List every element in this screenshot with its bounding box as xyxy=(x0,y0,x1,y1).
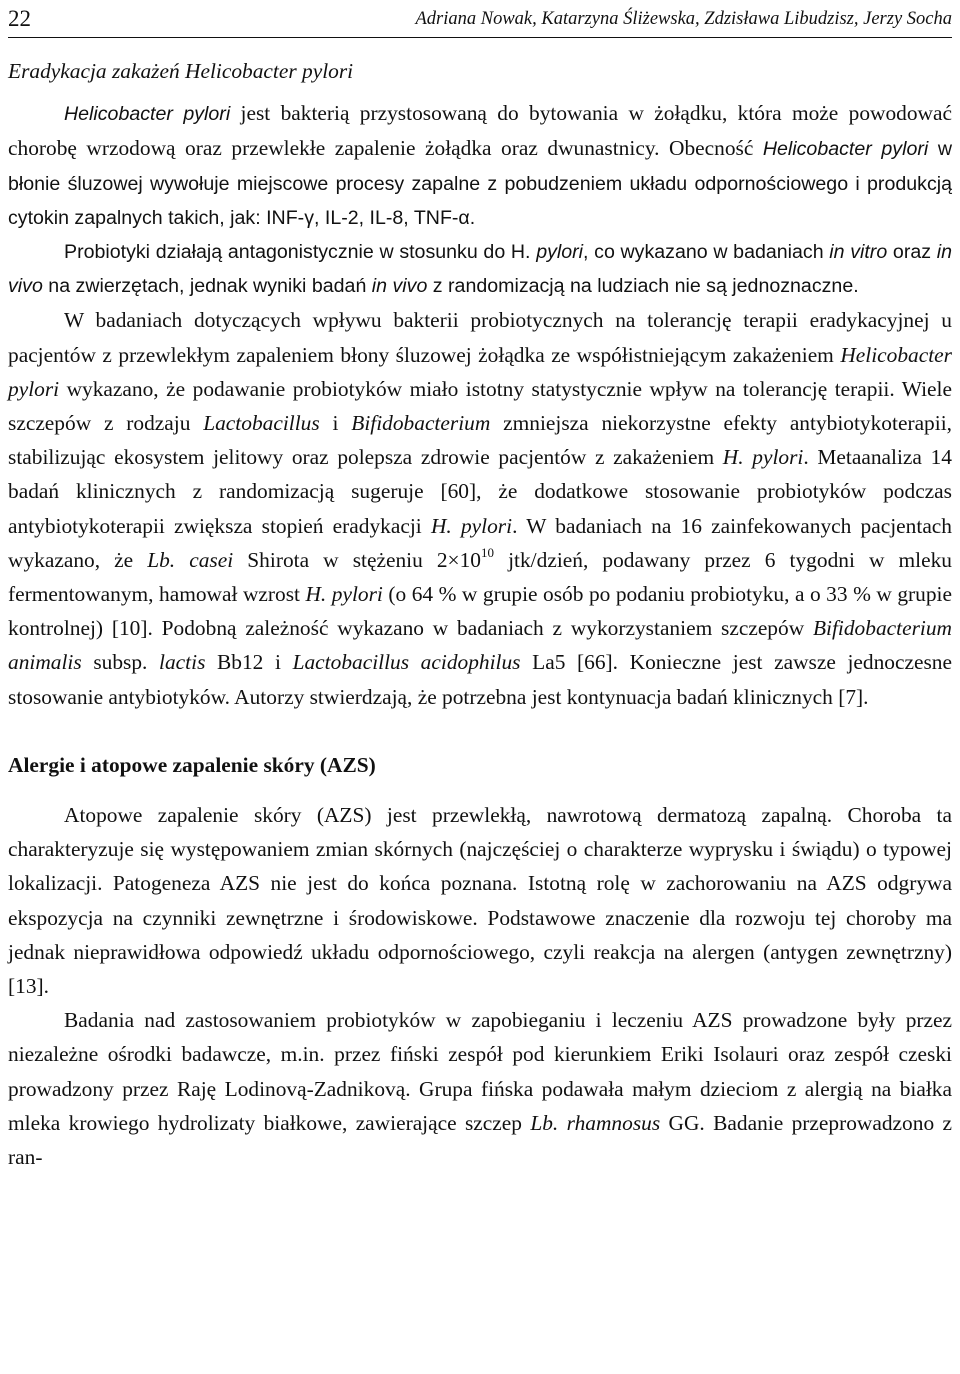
italic-term: Lactobacillus xyxy=(203,411,320,436)
running-head-authors: Adriana Nowak, Katarzyna Śliżewska, Zdzisława Libudzisz, Jerzy Socha xyxy=(415,8,952,29)
paragraph-probiotic-trials: Badania nad zastosowaniem probiotyków w zapobieganiu i leczeniu AZS prowadzone były przez niezależne ośrodki badawcze, m.in. przez fiński zespół pod kierunkiem Eriki Isolauri oraz zespół czeski prowadzony przez Raję Lodinovą-Zadnikovą. Grupa fińska podawała małym dzieciom z alergią na białka mleka krowiego hydrolizaty białkowe, zawierające szczep Lb. rhamnosus GG. Badanie przeprowadzono z ran- xyxy=(8,1008,952,1170)
page-body xyxy=(8,54,952,1174)
page-number: 22 xyxy=(8,6,31,31)
paragraph-probiotics-antagonism: Probiotyki działają antagonistycznie w stosunku do H. pylori, co wykazano w badaniach in vitro oraz in vivo na zwierzętach, jednak wyniki badań in vivo z randomizacją na ludziach nie są jednoznaczne. xyxy=(8,241,952,298)
italic-term: H. pylori xyxy=(722,445,804,470)
italic-term: Bifidobacterium xyxy=(351,411,491,436)
italic-term: Helicobacter pylori xyxy=(762,138,929,161)
italic-term: H. pylori xyxy=(430,513,513,538)
italic-term: Lactobacillus acidophilus xyxy=(292,650,521,675)
section-heading-helicobacter: Eradykacja zakażeń Helicobacter pylori xyxy=(8,59,354,83)
paragraph-eradication-studies: W badaniach dotyczących wpływu bakterii probiotycznych na tolerancję terapii eradykacyjnej u pacjentów z przewlekłym zapaleniem błony śluzowej żołądka ze współistniejącym zakażeniem Helicobacter pylori wykazano, że podawanie probiotyków miało istotny statystycznie wpływ na tolerancję terapii. Wiele szczepów z rodzaju Lactobacillus i Bifidobacterium zmniejsza niekorzystne efekty antybiotykoterapii, stabilizując ekosystem jelitowy oraz polepsza zdrowie pacjentów z zakażeniem H. pylori. Metaanaliza 14 badań klinicznych z randomizacją sugeruje [60], że dodatkowe stosowanie probiotyków podczas antybiotykoterapii zwiększa stopień eradykacji H. pylori. W badaniach na 16 zainfekowanych pacjentach wykazano, że Lb. casei Shirota w stężeniu $2\times 10^{10}$ jtk/dzień, podawany przez 6 tygodni w mleku fermentowanym, hamował wzrost H. pylori (o 64 % w grupie osób po podaniu probiotyku, a o 33 % w grupie kontrolnej) [10]. Podobną zależność wykazano w badaniach z wykorzystaniem szczepów Bifidobacterium animalis subsp. lactis Bb12 i Lactobacillus acidophilus La5 [66]. Konieczne jest zawsze jednoczesne stosowanie antybiotyków. Autorzy stwierdzają, że potrzebna jest kontynuacja badań klinicznych [7]. xyxy=(8,308,953,709)
exponent: 10 xyxy=(481,544,495,560)
italic-term: Helicobacter pylori xyxy=(64,103,231,126)
page-header xyxy=(8,2,952,36)
italic-term: Lb. casei xyxy=(147,547,234,572)
italic-term: in vitro xyxy=(829,241,888,264)
section-heading-allergy: Alergie i atopowe zapalenie skóry (AZS) xyxy=(8,752,376,777)
italic-term: lactis xyxy=(159,650,206,675)
italic-term: in vivo xyxy=(371,275,428,298)
italic-term: Helicobacter pylori xyxy=(8,342,952,401)
italic-term: Bifidobacterium animalis xyxy=(8,616,952,675)
italic-term: H. pylori xyxy=(305,582,383,607)
paragraph-helicobacter-intro: Helicobacter pylori jest bakterią przystosowaną do bytowania w żołądku, która może powodować chorobę wrzodową oraz przewlekłe zapalenie żołądka oraz dwunastnicy. Obecność Helicobacter pylori w błonie śluzowej wywołuje miejscowe procesy zapalne z pobudzeniem układu odpornościowego i produkcją cytokin zapalnych takich, jak: INF-γ, IL-2, IL-8, TNF-α. xyxy=(8,101,953,229)
paragraph-atopic-dermatitis: Atopowe zapalenie skóry (AZS) jest przewlekłą, nawrotową dermatozą zapalną. Choroba ta charakteryzuje się występowaniem zmian skórnych (najczęściej o charakterze wyprysku i świądu) o typowej lokalizacji. Patogeneza AZS nie jest do końca poznana. Istotną rolę w zachorowaniu na AZS odgrywa ekspozycja na czynniki zewnętrzne i środowiskowe. Podstawowe znaczenie dla rozwoju tej choroby ma jednak nieprawidłowa odpowiedź układu odpornościowego, czyli reakcja na alergen (antygen zewnętrzny) [13]. xyxy=(8,803,952,999)
italic-term: in vivo xyxy=(8,241,952,298)
header-rule xyxy=(8,37,952,38)
italic-term: Lb. rhamnosus xyxy=(530,1110,661,1135)
italic-term: pylori xyxy=(536,241,584,264)
